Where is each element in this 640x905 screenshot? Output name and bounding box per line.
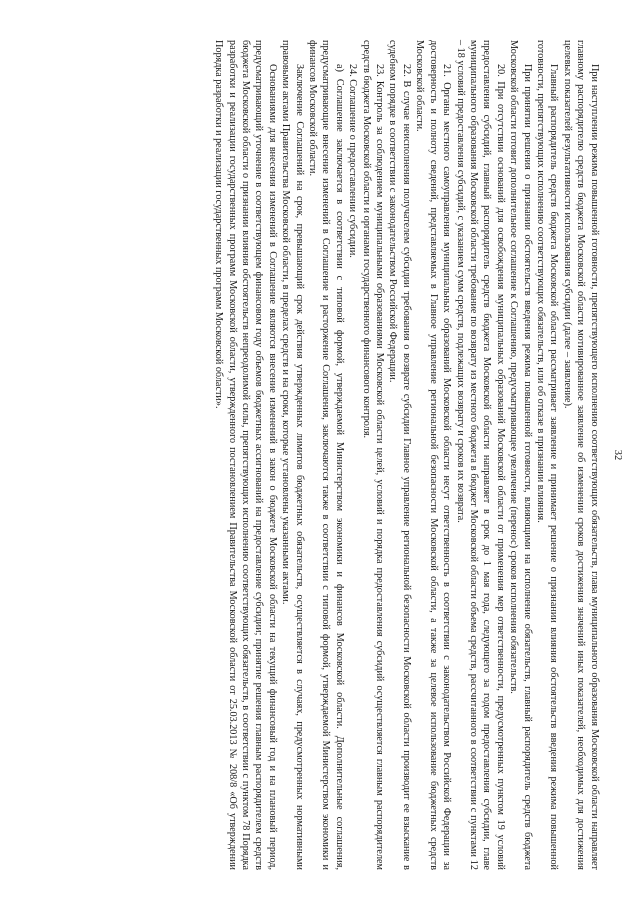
paragraph-additional-agreement: При принятии решения о признании обстоятельств введения режима повышенной готовности, влияющими на исполнение обязательств, главный распорядитель средств бюджета Московской области готовит дополнительное соглашение к Соглашению, предусматривающее увеличение (перенос) сроков исполнения обязательств. — [508, 40, 533, 870]
paragraph-22-recovery: 22. В случае неисполнения получателем субсидии требования о возврате субсидии Главное управление региональной безопасности Московской области производит ее взыскание в судебном порядке в соответствии с законодательством Российской Федерации. — [387, 40, 412, 870]
paragraph-23-control: 23. Контроль за соблюдением муниципальными образованиями Московской области целей, условий и порядка предоставления субсидий осуществляется главным распорядителем средств бюджета Московской области и органами государственного финансового контроля. — [360, 40, 386, 870]
paragraph-20-refund-requirement: 20. При отсутствии оснований для освобождения муниципальных образований Московской области от применения мер ответственности, предусмотренных пунктом 19 условий предоставления субсидий, главный распорядитель средств бюджета Московской области направляет в срок до 1 мая года, следующего за годом предоставления субсидии, главе муниципального образования Московской области требование по возврату из местного бюджета в бюджет Московской области объема средств, рассчитанного в соответствии с пунктами 12 – 18 условий предоставления субсидий, с указанием сумм средств, подлежащих возврату и сроков их возврата. — [454, 40, 506, 870]
paragraph-force-majeure-application: При наступлении режима повышенной готовности, препятствующего исполнению соответствующих обязательств, глава муниципального образования Московской области направляет главному распорядителю средств бюджета Московской области мотивированное заявление об изменении сроков достижения значений иных показателей, необходимых для достижения целевых показателей результативности использования субсидии (далее – заявление). — [561, 40, 600, 870]
paragraph-21-responsibility: 21. Органы местного самоуправления муниципальных образований Московской области несут ответственность в соответствии с законодательством Российской Федерации за достоверность и полноту сведений, представляемых в Главное управление региональной безопасности Московской области, а также за целевое использование бюджетных средств Московской области. — [414, 40, 453, 870]
document-body — [212, 40, 624, 870]
paragraph-24-agreement-heading: 24. Соглашение о предоставлении субсидии. — [347, 64, 359, 258]
paragraph-application-review: Главный распорядитель средств бюджета Московской области рассматривает заявление и принимает решение о признании влияния обстоятельств введения режима повышенной готовности, препятствующих исполнению соответствующих обязательств, или об отказе в признании влияния. — [534, 40, 560, 870]
page-number: 32 — [612, 449, 623, 461]
paragraph-grounds-for-changes: Основаниями для внесения изменений в Соглашение являются внесение изменений в закон о бюджете Московской области на текущий финансовый год и на плановый период, предусматривающий уточнение в соответствующем финансовом году объемов бюджетных ассигнований на предоставление субсидии; принятие решения главным распорядителем средств бюджета Московской области о признании влияния обстоятельств непреодолимой силы, препятствующих исполнению соответствующих обязательств, в соответствии с пунктом 78 Порядка разработки и реализации государственных программ Московской области, утвержденного постановлением Правительства Московской области от 25.03.2013 № 208/8 «Об утверждении Порядка разработки и реализации государственных программ Московской области». — [213, 40, 278, 870]
paragraph-agreement-term: Заключение Соглашений на срок, превышающий срок действия утвержденных лимитов бюджетных обязательств, осуществляется в случаях, предусмотренных нормативными правовыми актами Правительства Московской области, в пределах средств и на сроки, которые установлены указанными актами. — [280, 40, 305, 870]
paragraph-24a-standard-form: а) Соглашение заключается в соответствии с типовой формой, утверждаемой Министерством экономики и финансов Московской области. Дополнительные соглашения, предусматривающие внесение изменений в Соглашение и расторжение Соглашения, заключаются также в соответствии с типовой формой, утверждаемой Министерством экономики и финансов Московской области. — [307, 40, 345, 870]
